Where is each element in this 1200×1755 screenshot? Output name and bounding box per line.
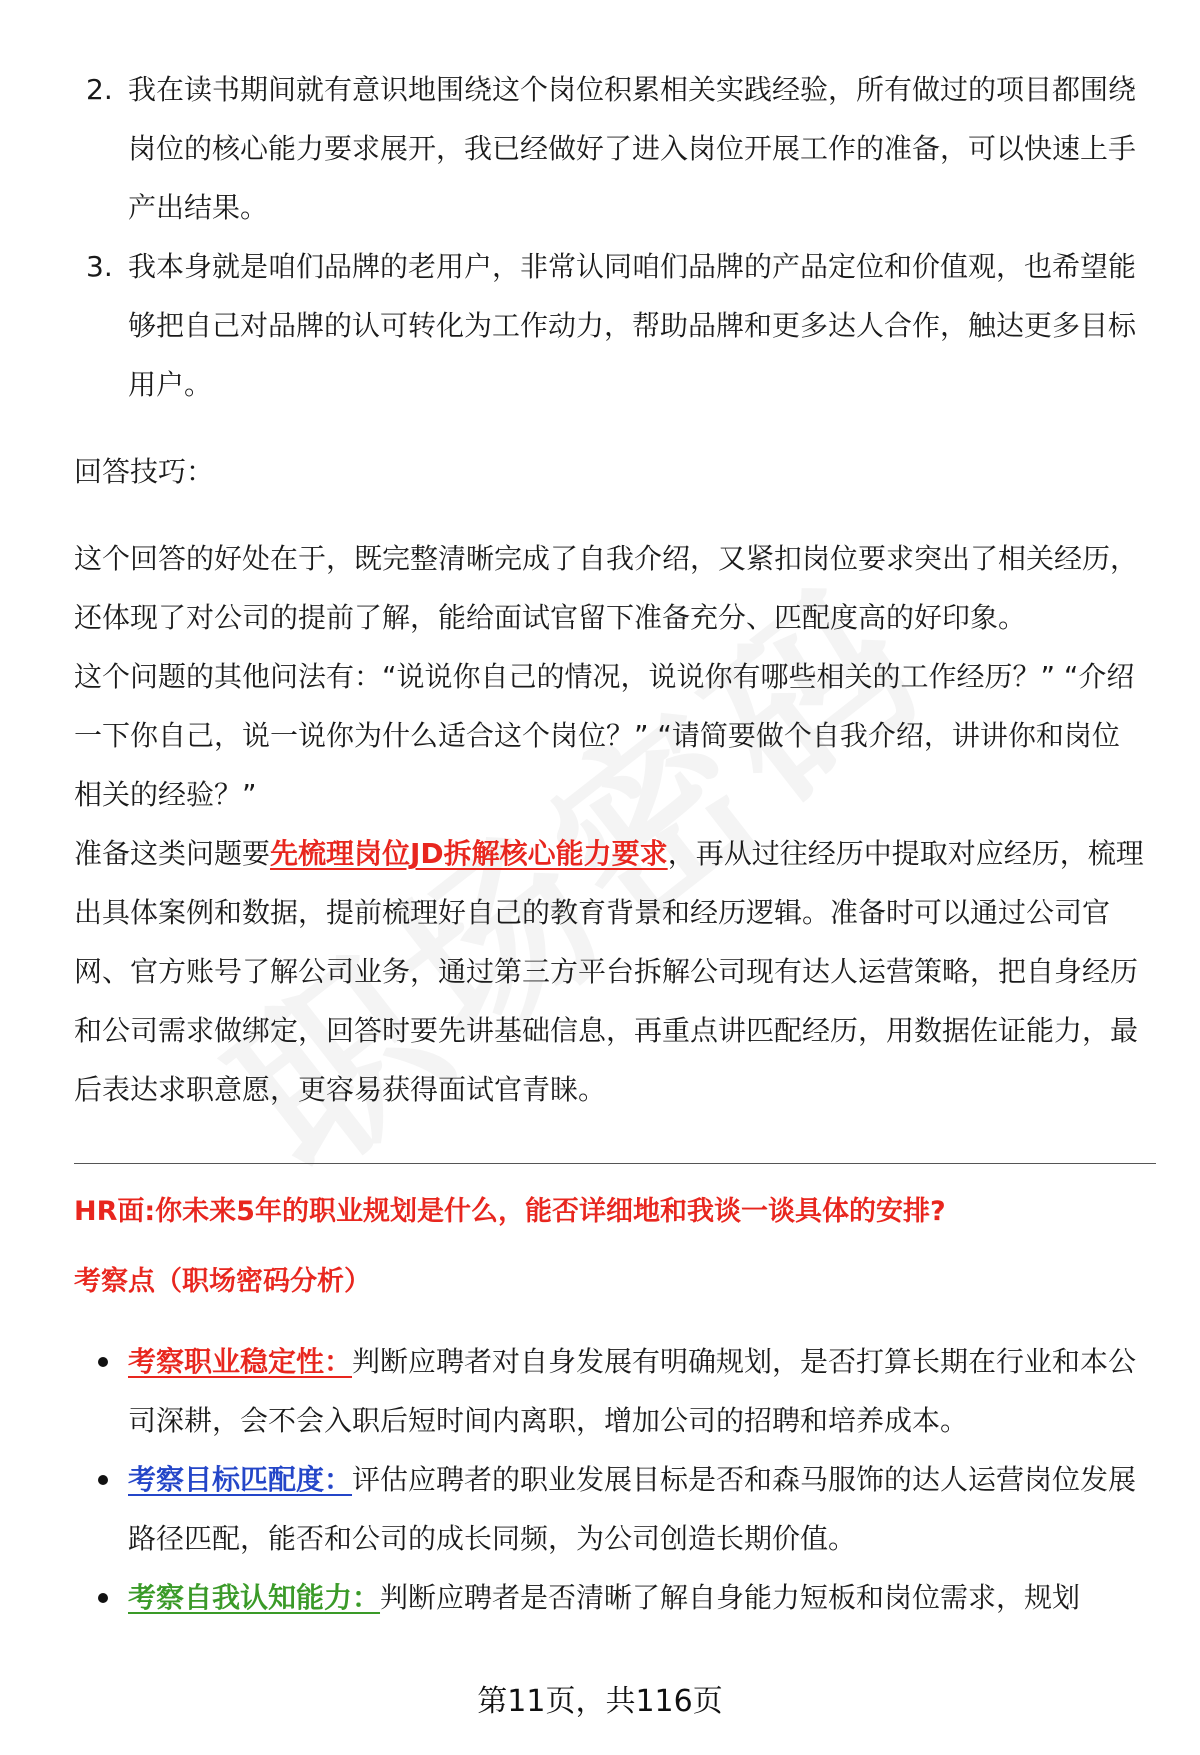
question-title: HR面:你未来5年的职业规划是什么，能否详细地和我谈一谈具体的安排? xyxy=(74,1196,946,1227)
numbered-list xyxy=(74,60,1144,414)
tips-text: ，再从过往经历中提取对应经历，梳理出具体案例和数据，提前梳理好自己的教育背景和经历逻辑。准备时可以通过公司官网、官方账号了解公司业务，通过第三方平台拆解公司现有达人运营策略，把自身经历和公司需求做绑定，回答时要先讲基础信息，再重点讲匹配经历，用数据佐证能力，最后表达求职意愿，更容易获得面试官青睐。 xyxy=(74,837,1144,1106)
bullet-text: 判断应聘者对自身发展有明确规划，是否打算长期在行业和本公司深耕，会不会入职后短时间内离职，增加公司的招聘和培养成本。 xyxy=(128,1345,1137,1437)
bullet-text: 评估应聘者的职业发展目标是否和森马服饰的达人运营岗位发展路径匹配，能否和公司的成长同频，为公司创造长期价值。 xyxy=(128,1463,1137,1555)
bullet-keyword: 考察自我认知能力： xyxy=(128,1581,381,1614)
bullet-keyword: 考察目标匹配度： xyxy=(128,1463,353,1496)
bullet-keyword: 考察职业稳定性： xyxy=(128,1345,353,1378)
page-footer: 第11页，共116页 xyxy=(477,1684,723,1719)
list-number: 3. xyxy=(86,250,113,283)
list-item xyxy=(74,237,1144,414)
tips-paragraph xyxy=(74,824,1144,1119)
list-item xyxy=(74,60,1144,237)
bullet-dot-icon xyxy=(98,1593,108,1603)
highlight-text: 先梳理岗位JD拆解核心能力要求 xyxy=(270,837,668,870)
list-text: 我本身就是咱们品牌的老用户，非常认同咱们品牌的产品定位和价值观，也希望能够把自己对品牌的认可转化为工作动力，帮助品牌和更多达人合作，触达更多目标用户。 xyxy=(128,250,1137,401)
analysis-title: 考察点（职场密码分析） xyxy=(74,1266,371,1297)
bullet-text: 判断应聘者是否清晰了解自身能力短板和岗位需求，规划 xyxy=(380,1581,1081,1614)
tips-label: 回答技巧： xyxy=(74,455,215,488)
tips-paragraph: 这个回答的好处在于，既完整清晰完成了自我介绍，又紧扣岗位要求突出了相关经历，还体现了对公司的提前了解，能给面试官留下准备充分、匹配度高的好印象。 xyxy=(74,542,1139,634)
bullet-dot-icon xyxy=(98,1357,108,1367)
bullet-item xyxy=(74,1568,1144,1627)
tips-text: 准备这类问题要 xyxy=(74,837,271,870)
tips-paragraph: 这个问题的其他问法有：“说说你自己的情况，说说你有哪些相关的工作经历？” “介绍一下你自己，说一说你为什么适合这个岗位？” “请简要做个自我介绍，讲讲你和岗位相关的经验？” xyxy=(74,660,1135,811)
bullet-item xyxy=(74,1332,1144,1450)
document-body xyxy=(74,60,1144,1627)
bullet-list xyxy=(74,1332,1144,1627)
list-text: 我在读书期间就有意识地围绕这个岗位积累相关实践经验，所有做过的项目都围绕岗位的核心能力要求展开，我已经做好了进入岗位开展工作的准备，可以快速上手产出结果。 xyxy=(128,73,1137,224)
tips-body xyxy=(74,529,1144,1119)
list-number: 2. xyxy=(86,73,113,106)
section-divider xyxy=(74,1163,1156,1164)
bullet-item xyxy=(74,1450,1144,1568)
bullet-dot-icon xyxy=(98,1475,108,1485)
